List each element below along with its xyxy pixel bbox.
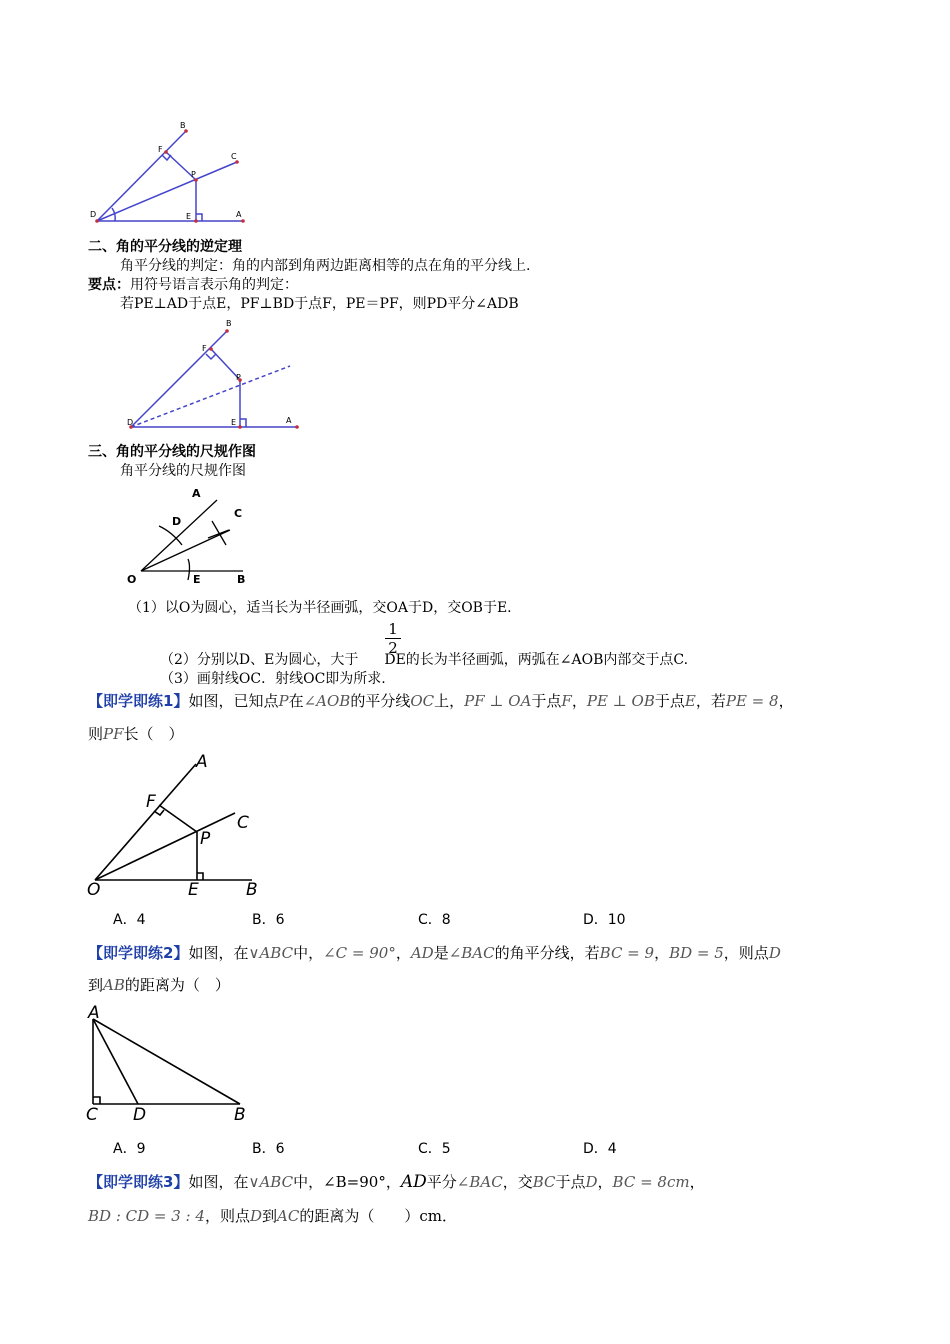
section2-symbolic: 若PE⊥AD于点E，PF⊥BD于点F，PE＝PF，则PD平分∠ADB	[120, 296, 519, 312]
fig2-label-P: P	[236, 373, 241, 382]
fig5-label-A: A	[88, 1003, 100, 1023]
fraction-numerator: 1	[388, 620, 398, 638]
ex1-math: PE ⊥ OB	[586, 692, 655, 710]
fig2-label-E: E	[231, 418, 237, 427]
ex1-text: ，	[778, 692, 794, 710]
ex1-option-D[interactable]: D．10	[583, 912, 626, 928]
fig5-label-B: B	[234, 1105, 246, 1125]
ex2-text: 中，	[293, 944, 324, 962]
ex3-text: 到	[261, 1207, 277, 1225]
ex1-text: 于点	[654, 692, 685, 710]
fig3-label-C: C	[234, 507, 243, 520]
section2-line1: 角平分线的判定：角的内部到角两边距离相等的点在角的平分线上.	[120, 258, 531, 274]
fig3-label-O: O	[127, 573, 137, 586]
ex1-math: F	[561, 692, 572, 710]
ex1-text: ，	[571, 692, 587, 710]
ex3-question-line1	[88, 1171, 705, 1192]
ex3-text: ，交	[502, 1173, 533, 1191]
ex1-text: 的平分线	[350, 692, 411, 710]
figure-compass-construction	[120, 480, 260, 588]
ex1-math: OC	[410, 692, 435, 710]
ex1-option-C[interactable]: C．8	[418, 912, 451, 928]
fig3-label-B: B	[237, 573, 246, 586]
ex1-text: 在	[288, 692, 304, 710]
ex3-text: ，	[689, 1173, 705, 1191]
fig5-label-D: D	[133, 1105, 147, 1125]
fig4-label-B: B	[246, 880, 258, 900]
ex1-option-B[interactable]: B．6	[252, 912, 285, 928]
fig2-label-D: D	[127, 418, 134, 427]
fig2-label-F: F	[202, 344, 207, 353]
ex3-math: AC	[277, 1207, 300, 1225]
ex2-math: ∠BAC	[448, 944, 495, 962]
fig1-label-C: C	[231, 152, 237, 161]
figure-angle-bisector-1	[85, 118, 255, 230]
fig1-label-E: E	[186, 212, 192, 221]
ex2-text: 是	[433, 944, 449, 962]
ex3-text: 中，	[293, 1173, 324, 1191]
section2-heading: 二、角的平分线的逆定理	[88, 239, 242, 255]
ex2-math: D	[768, 944, 781, 962]
fig1-label-F: F	[158, 145, 163, 154]
ex3-text: 于点	[555, 1173, 586, 1191]
ex3-text: ，则点	[204, 1207, 250, 1225]
ex1-text: 上，	[434, 692, 465, 710]
ex1-question-line2	[88, 723, 184, 744]
ex2-text: 的角平分线，若	[494, 944, 600, 962]
ex1-math: P	[278, 692, 289, 710]
ex3-text: ，	[597, 1173, 613, 1191]
ex2-math: BC = 9	[599, 944, 655, 962]
ex1-text: 长（ ）	[123, 725, 184, 743]
ex3-math: ∠B=90°	[323, 1173, 386, 1191]
ex1-tag: 【即学即练1】	[88, 692, 189, 710]
ex3-text: ，	[385, 1173, 401, 1191]
ex3-math: ∨ABC	[248, 1173, 294, 1191]
section3-heading: 三、角的平分线的尺规作图	[88, 444, 256, 460]
ex3-math: ∠BAC	[456, 1173, 503, 1191]
ex2-text: 的距离为（ ）	[124, 976, 230, 994]
ex1-text: 如图，已知点	[188, 692, 279, 710]
ex2-text: 到	[88, 976, 104, 994]
ex2-math: ∨ABC	[248, 944, 294, 962]
key-label: 要点：	[88, 277, 130, 293]
ex1-math: PE = 8	[725, 692, 779, 710]
ex2-question-line1	[88, 942, 781, 963]
ex3-math: AD	[400, 1172, 427, 1192]
ex2-math: AD	[410, 944, 434, 962]
section3-step1: （1）以O为圆心，适当长为半径画弧，交OA于D，交OB于E.	[128, 600, 512, 616]
fig1-label-A: A	[236, 210, 242, 219]
section3-step3: （3）画射线OC．射线OC即为所求.	[160, 671, 386, 687]
section2-key	[88, 274, 298, 294]
key-text: 用符号语言表示角的判定：	[130, 277, 298, 293]
ex1-option-A[interactable]: A．4	[113, 912, 146, 928]
fig1-label-B: B	[180, 121, 186, 130]
ex2-option-B[interactable]: B．6	[252, 1141, 285, 1157]
ex2-option-A[interactable]: A．9	[113, 1141, 146, 1157]
ex2-tag: 【即学即练2】	[88, 944, 189, 962]
fig3-label-D: D	[172, 515, 182, 528]
fig2-label-B: B	[226, 319, 232, 328]
ex1-text: 则	[88, 725, 104, 743]
ex2-text: 如图，在	[188, 944, 249, 962]
fig2-label-A: A	[286, 416, 292, 425]
fig4-label-P: P	[200, 829, 211, 849]
step2-prefix: （2）分别以D、E为圆心，大于	[160, 652, 359, 668]
ex2-option-C[interactable]: C．5	[418, 1141, 451, 1157]
figure-exercise-2	[84, 1003, 254, 1125]
ex1-math: PF	[103, 725, 124, 743]
fig4-label-A: A	[196, 752, 208, 772]
ex2-math: ∠C = 90°	[323, 944, 396, 962]
fig5-label-C: C	[86, 1105, 98, 1125]
ex3-math: BC = 8cm	[612, 1173, 690, 1191]
ex3-text: 的距离为（ ）cm．	[299, 1207, 457, 1225]
fig1-label-D: D	[90, 210, 97, 219]
ex2-text: ，	[654, 944, 670, 962]
ex3-tag: 【即学即练3】	[88, 1173, 189, 1191]
figure-exercise-1	[85, 750, 265, 900]
fig4-label-E: E	[188, 880, 199, 900]
ex1-math: PF ⊥ OA	[464, 692, 532, 710]
ex3-math: BC	[532, 1173, 556, 1191]
ex1-math: E	[684, 692, 696, 710]
section3-subheading: 角平分线的尺规作图	[120, 463, 246, 479]
ex2-math: AB	[103, 976, 125, 994]
fraction-half	[385, 620, 401, 657]
ex2-text: ，则点	[723, 944, 769, 962]
ex2-math: BD = 5	[669, 944, 724, 962]
fig4-label-F: F	[146, 792, 156, 812]
ex3-math: D	[585, 1173, 598, 1191]
step2-suffix: DE的长为半径画弧，两弧在∠AOB内部交于点C.	[384, 652, 689, 668]
fig1-label-P: P	[191, 170, 196, 179]
ex2-text: ，	[395, 944, 411, 962]
ex2-option-D[interactable]: D．4	[583, 1141, 617, 1157]
ex2-question-line2	[88, 974, 230, 995]
ex3-math: D	[249, 1207, 262, 1225]
fig4-label-C: C	[237, 813, 249, 833]
figure-angle-bisector-2	[120, 318, 300, 433]
ex3-math: BD : CD = 3 : 4	[88, 1207, 205, 1225]
ex1-math: ∠AOB	[303, 692, 351, 710]
ex1-text: 于点	[531, 692, 562, 710]
fraction-denominator: 2	[388, 639, 398, 657]
section3-step2	[160, 649, 688, 669]
ex3-text: 如图，在	[188, 1173, 249, 1191]
ex1-text: ，若	[695, 692, 726, 710]
fig4-label-O: O	[87, 880, 101, 900]
fig3-label-E: E	[193, 573, 201, 586]
ex1-question-line1	[88, 690, 794, 711]
ex3-question-line2	[88, 1205, 457, 1226]
fig3-label-A: A	[192, 487, 201, 500]
ex3-text: 平分	[426, 1173, 457, 1191]
